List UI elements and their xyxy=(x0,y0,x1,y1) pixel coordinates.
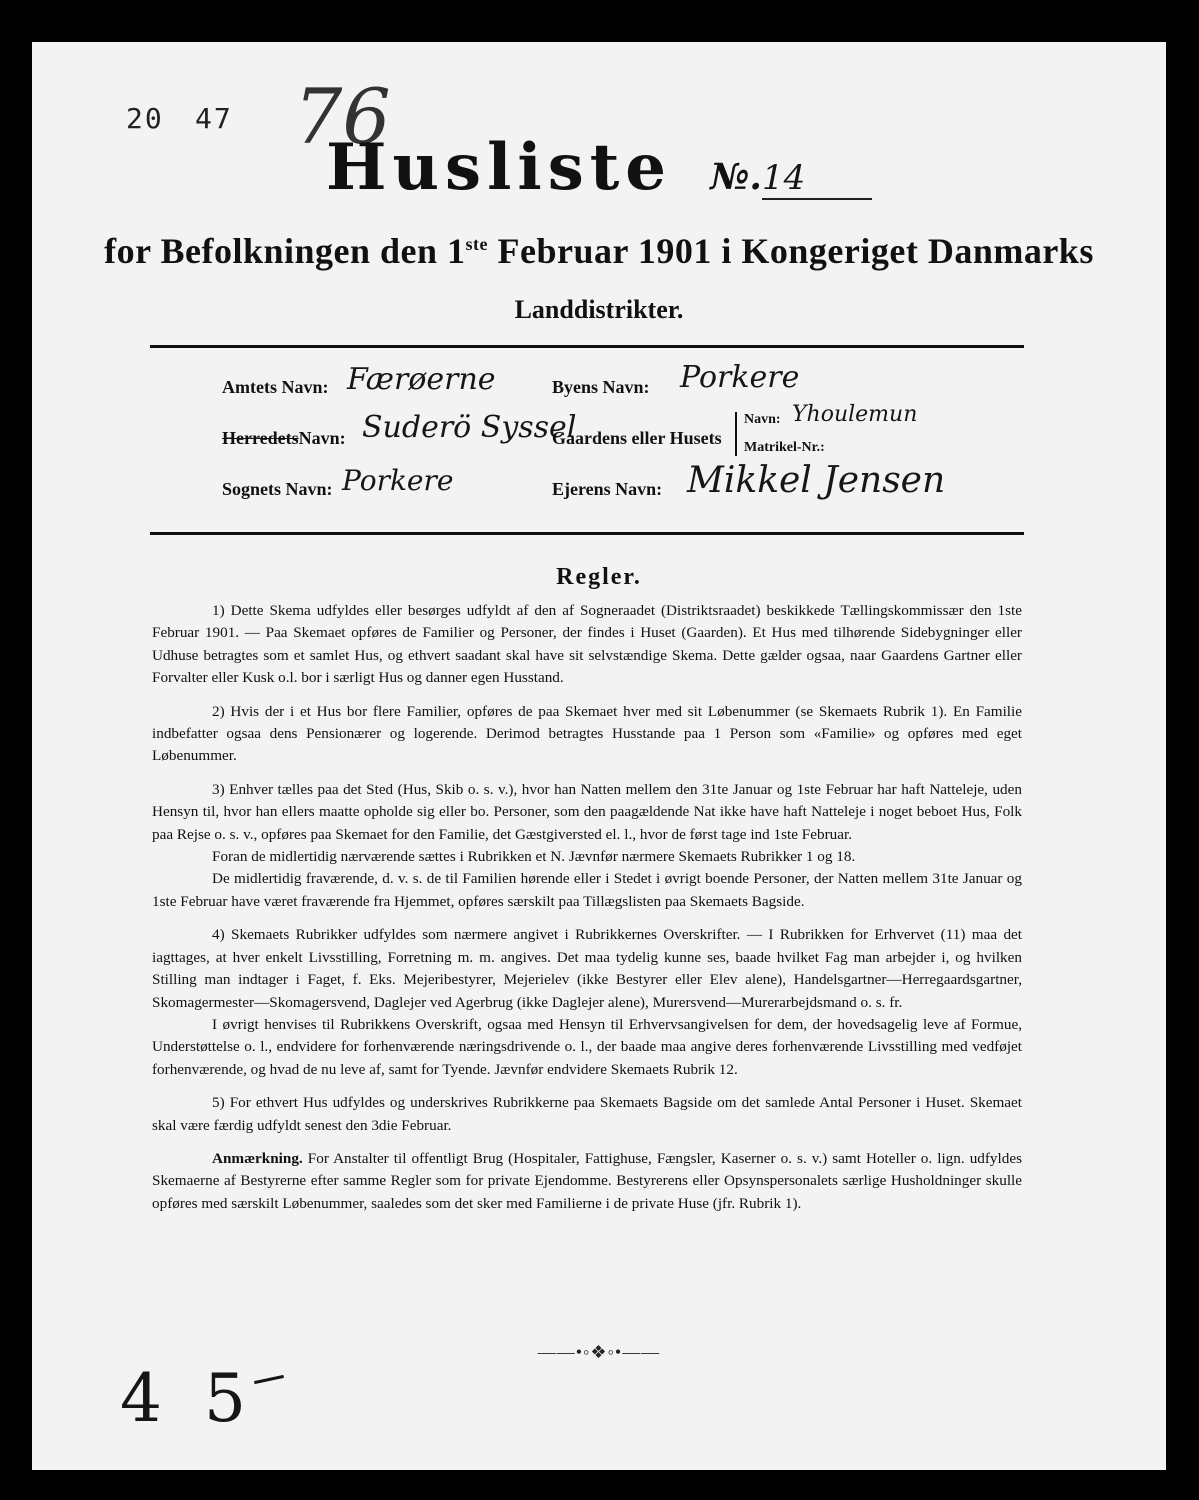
form-title-text: Husliste xyxy=(326,130,672,205)
district-type: Landdistrikter. xyxy=(514,295,684,324)
number-sign: №. xyxy=(710,156,762,198)
gaard-label: Gaardens eller Husets xyxy=(552,428,722,448)
sogn-value: Porkere xyxy=(342,464,454,497)
bottom-handwritten-number-second: 5 xyxy=(204,1360,246,1437)
bottom-rule xyxy=(150,532,1024,535)
bottom-handwritten-stroke xyxy=(254,1375,284,1384)
rule-3: 3) Enhver tælles paa det Sted (Hus, Skib o. s. v.), hvor han Natten mellem den 31te Januar og 1ste Februar har haft Natteleje, uden Hensyn til, hvor han ellers maatte opholde sig eller bo. Personer, som den paagældende Nat ikke have haft Natteleje i noget beboet Hus, Folk paa Rejse o. s. v., opføres paa Skemaet for den Familie, det Gæstgiversted el. l., hvor de først tage ind 1ste Februar. xyxy=(152,780,1022,843)
remark-text: For Anstalter til offentligt Brug (Hospitaler, Fattighuse, Fængsler, Kaserner o. s. v.) samt Hoteller o. lign. udfyldes Skemaerne af Bestyrerne efter samme Regler som for private Ejendomme. Bestyrerens eller Opsynspersonalets særlige Husholdninger skulle opføres med særskilt Løbenummer, saaledes som det sker med Familierne i de private Huse (jfr. Rubrik 1). xyxy=(152,1149,1022,1212)
matrikel-label: Matrikel-Nr.: xyxy=(744,440,825,455)
census-form-page xyxy=(32,42,1166,1470)
sogn-label: Sognets Navn: xyxy=(222,479,333,499)
archive-stamp-left-number: 20 xyxy=(126,102,164,135)
archive-stamp-right-number: 47 xyxy=(195,102,233,135)
rule-3-note-present: Foran de midlertidig nærværende sættes i Rubrikken et N. Jævnfør nærmere Skemaets Rubrikker 1 og 18. xyxy=(212,848,856,866)
rule-3-note-absent: De midlertidig fraværende, d. v. s. de til Familien hørende eller i Stedet i øvrigt boende Personer, der Natten mellem 31te Januar og 1ste Februar have været fraværende fra Hjemmet, opføres særskilt paa Tillægslisten paa Skemaets Bagside. xyxy=(152,870,1022,910)
handwritten-archive-number: 76 xyxy=(294,72,391,161)
rule-1: 1) Dette Skema udfyldes eller besørges udfyldt af den af Sogneraadet (Distriktsraadet) beskikkede Tællingskommissær den 1ste Februar 1901. — Paa Skemaet opføres de Familier og Personer, der findes i Huset (Gaarden). Et Hus med tilhørende Sidebygninger eller Udhuse betragtes som et samlet Hus, og ethvert saadant skal have sit selvstændige Skema. Dette gælder ogsaa, naar Gaardens Gartner eller Forvalter eller Kusk o.l. bor i særligt Hus og danner egen Husstand. xyxy=(152,602,1022,687)
rule-4-continued: I øvrigt henvises til Rubrikkens Overskrift, ogsaa med Hensyn til Erhvervsangivelsen for dem, der hovedsagelig leve af Formue, Understøttelse o. l., endvidere for forhenværende næringsdrivende o. l., der baade maa angive deres forhenværende Livsstilling med vedføjet forhenværende, og hvad de nu leve af, samt for Tyende. Jævnfør endvidere Skemaets Rubrik 12. xyxy=(152,1015,1022,1078)
amt-value: Færøerne xyxy=(347,362,496,397)
form-subtitle xyxy=(32,230,1166,272)
herred-navn-label: Navn: xyxy=(298,428,346,448)
bottom-handwritten-number-first: 4 xyxy=(120,1360,162,1437)
rule-5: 5) For ethvert Hus udfyldes og underskrives Rubrikkerne paa Skemaets Bagside om det samlede Antal Personer i Huset. Skemaet skal være færdig udfyldt senest den 3die Februar. xyxy=(152,1094,1022,1134)
navn-value: Yhoulemun xyxy=(792,402,918,427)
remark-label: Anmærkning. xyxy=(212,1149,303,1167)
rule-2: 2) Hvis der i et Hus bor flere Familier, opføres de paa Skemaet hver med sit Løbenummer (se Skemaets Rubrik 1). En Familie indbefatter ogsaa dens Pensionærer og logerende. Derimod betragtes Husstande paa 1 Person som «Familie» og opføres med eget Løbenummer. xyxy=(152,702,1022,765)
top-rule xyxy=(150,345,1024,348)
ejer-label: Ejerens Navn: xyxy=(552,479,663,499)
bracket-line xyxy=(735,412,737,456)
by-label: Byens Navn: xyxy=(552,377,650,397)
herred-struck-word: Herredets xyxy=(222,428,299,448)
amt-label: Amtets Navn: xyxy=(222,377,329,397)
rule-4: 4) Skemaets Rubrikker udfyldes som nærmere angivet i Rubrikkernes Overskrifter. — I Rubrikken for Erhvervet (11) maa det iagttages, at hver enkelt Livsstilling, Forretning m. m. angives. Det maa tydelig kunne ses, baade hvilket Fag man arbejder i, og hvilken Stilling man indtager i Faget, f. Eks. Mejeribestyrer, Mejerielev (ikke Bestyrer eller Elev alene), Handelsgartner—Herregaardsgartner, Skomagermester—Skomagersvend, Daglejer ved Agerbrug (ikke Daglejer alene), Murersvend—Murerarbejdsmand o. s. fr. xyxy=(152,926,1022,1011)
rules-heading: Regler. xyxy=(556,564,642,590)
ejer-value: Mikkel Jensen xyxy=(687,460,946,501)
rules-body xyxy=(152,600,1022,1215)
herred-label xyxy=(222,428,346,449)
form-title xyxy=(32,130,1166,205)
herred-value: Suderö Syssel xyxy=(362,410,577,445)
navn-label: Navn: xyxy=(744,412,781,427)
subtitle-ordinal-suffix: ste xyxy=(465,234,489,254)
subtitle-part-2: Februar 1901 i Kongeriget Danmarks xyxy=(488,231,1094,271)
by-value: Porkere xyxy=(680,360,800,395)
subtitle-part-1: for Befolkningen den 1 xyxy=(104,231,466,271)
list-number: 14 xyxy=(762,158,872,200)
end-ornament: ——•◦❖◦•—— xyxy=(537,1342,661,1362)
remark xyxy=(152,1148,1022,1215)
